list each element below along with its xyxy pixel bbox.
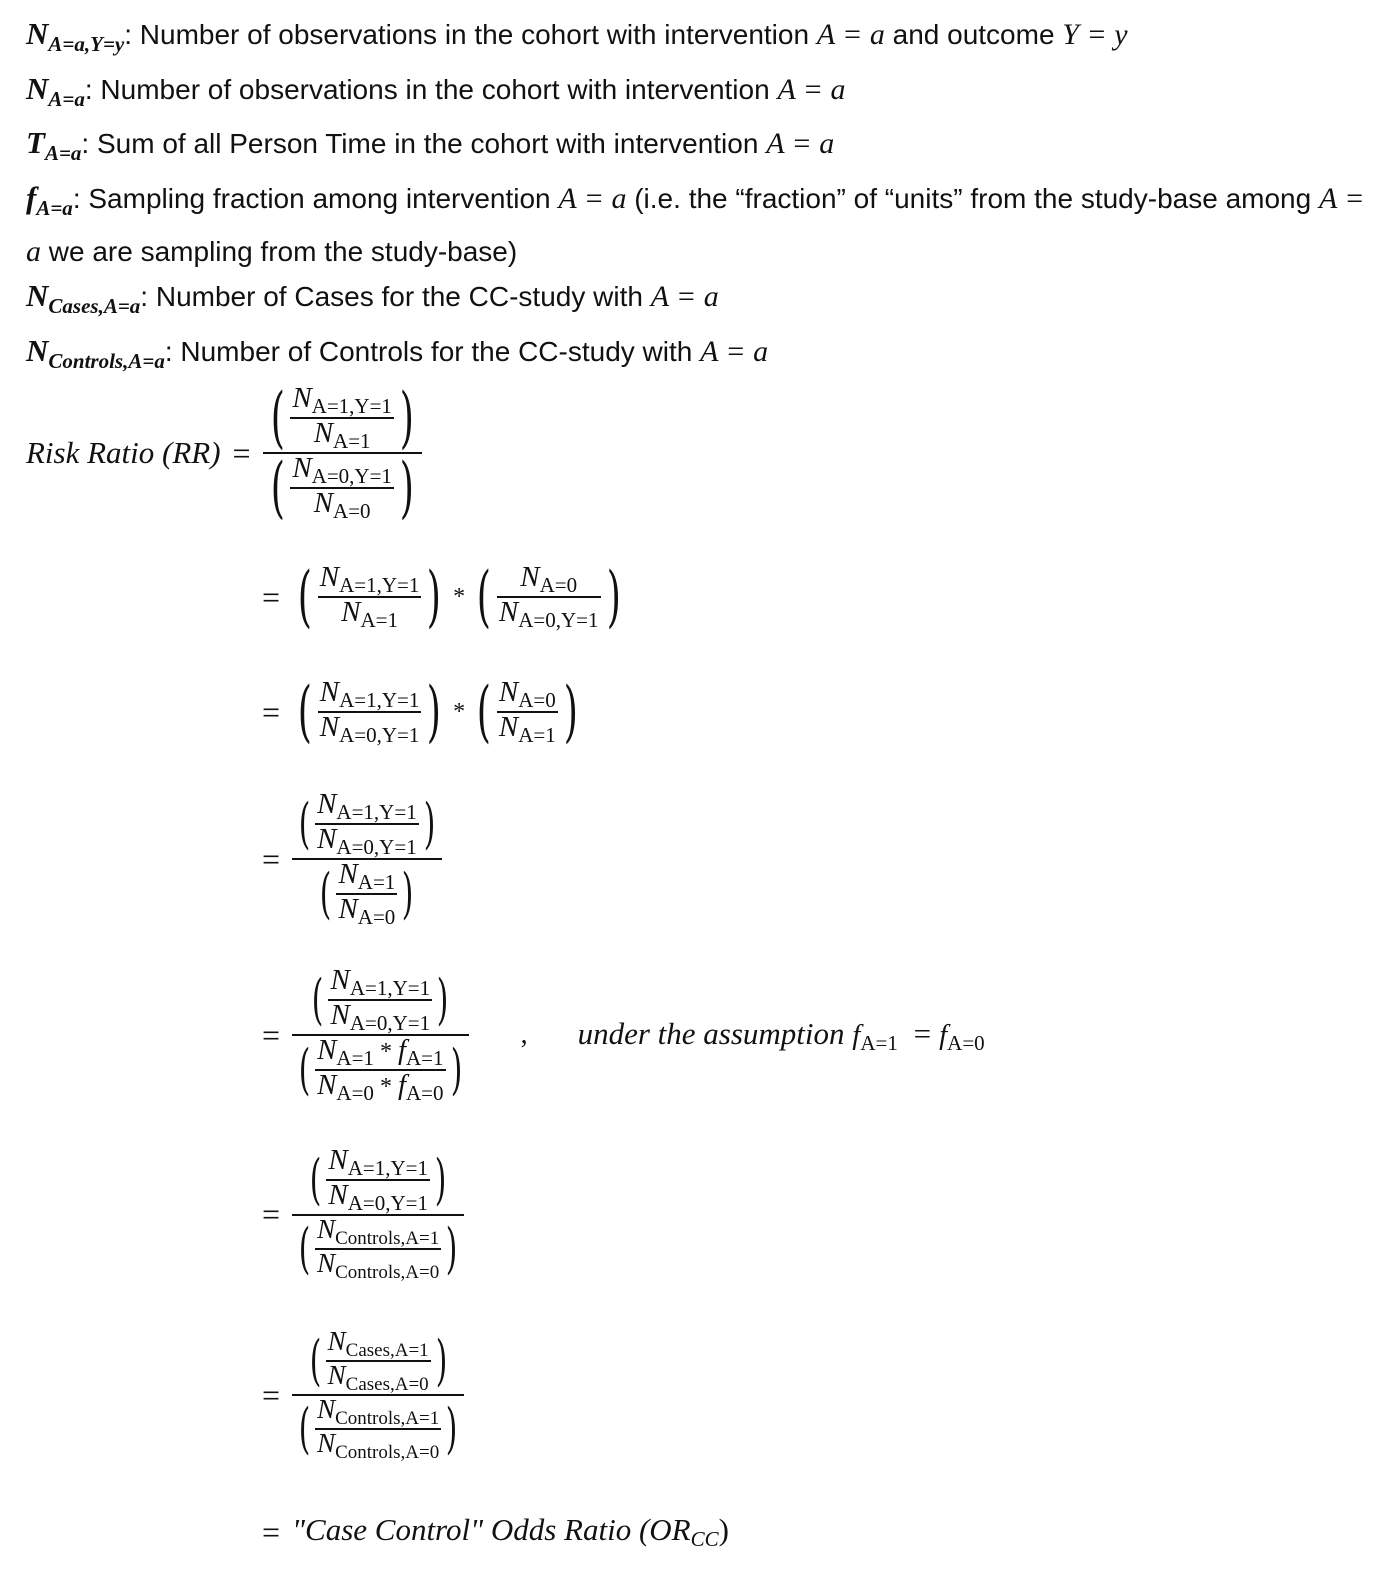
definition-n-ay: $N_{A=a,Y=y}$: Number of observations in the cohort with intervention A = a and outcome Y = y [26,16,1128,56]
definition-n-controls: $N_{Controls,A=a}$: Number of Controls for the CC-study with A = a [26,332,769,373]
assumption-note: under the assumption $f_{A=1} = f_{A=0}$ [577,1016,985,1055]
definitions-list [26,12,1376,383]
definition-n-cases: $N_{Cases,A=a}$: Number of Cases for the CC-study with A = a [26,277,719,318]
equation-final: = "Case Control" Odds Ratio $(OR_{CC})$ [261,1512,729,1551]
definition-n-a: $N_{A=a}$: Number of observations in the cohort with intervention A = a [26,70,846,111]
equation-step-5: = ( $\frac{N_{A=1,Y=1}}{N_{A=0,Y=1}}$ ) ( $N_{A=1}$ * $f_{A=1}$ $N_{A=0}$ * $f_{A=0}$ ) , under the assumption $f_{A=1} = f_{A=0}$ [261,964,985,1105]
equation-step-6: = ( $\frac{N_{A=1,Y=1}}{N_{A=0,Y=1}}$ ) ( $\frac{N_{Controls,A=1}}{N_{Controls,A=0}}$ ) [250,1146,464,1282]
equation-risk-ratio: Risk Ratio (RR) = ( $\frac{N_{A=1,Y=1}}{N_{A=1}}$ ) ( $\frac{N_{A=0,Y=1}}{N_{A=0}}$ ) [26,384,422,522]
equation-step-7: = ( $\frac{N_{Cases,A=1}}{N_{Cases,A=0}}$ ) ( $\frac{N_{Controls,A=1}}{N_{Controls,A=0}}$ ) [250,1328,464,1462]
equation-step-4: = ( $\frac{N_{A=1,Y=1}}{N_{A=0,Y=1}}$ ) ( $\frac{N_{A=1}}{N_{A=0}}$ ) [250,790,442,928]
equation-step-2: = ( $\frac{N_{A=1,Y=1}}{N_{A=1}}$ ) * ( $\frac{N_{A=0}}{N_{A=0,Y=1}}$ ) [261,558,621,635]
definition-t-a: $T_{A=a}$: Sum of all Person Time in the cohort with intervention A = a [26,125,835,166]
definition-f-a: $f_{A=a}$: Sampling fraction among intervention A = a (i.e. the “fraction” of “units” from the study-base among A = a we are sampling from the study-base) [26,179,1365,269]
final-result: "Case Control" Odds Ratio $(OR_{CC})$ [292,1512,729,1551]
fraction: ( $\frac{N_{A=1,Y=1}}{N_{A=1}}$ ) ( $\frac{N_{A=0,Y=1}}{N_{A=0}}$ ) [263,384,422,522]
equation-step-3: = ( $\frac{N_{A=1,Y=1}}{N_{A=0,Y=1}}$ ) * ( $\frac{N_{A=0}}{N_{A=1}}$ ) [261,673,578,750]
